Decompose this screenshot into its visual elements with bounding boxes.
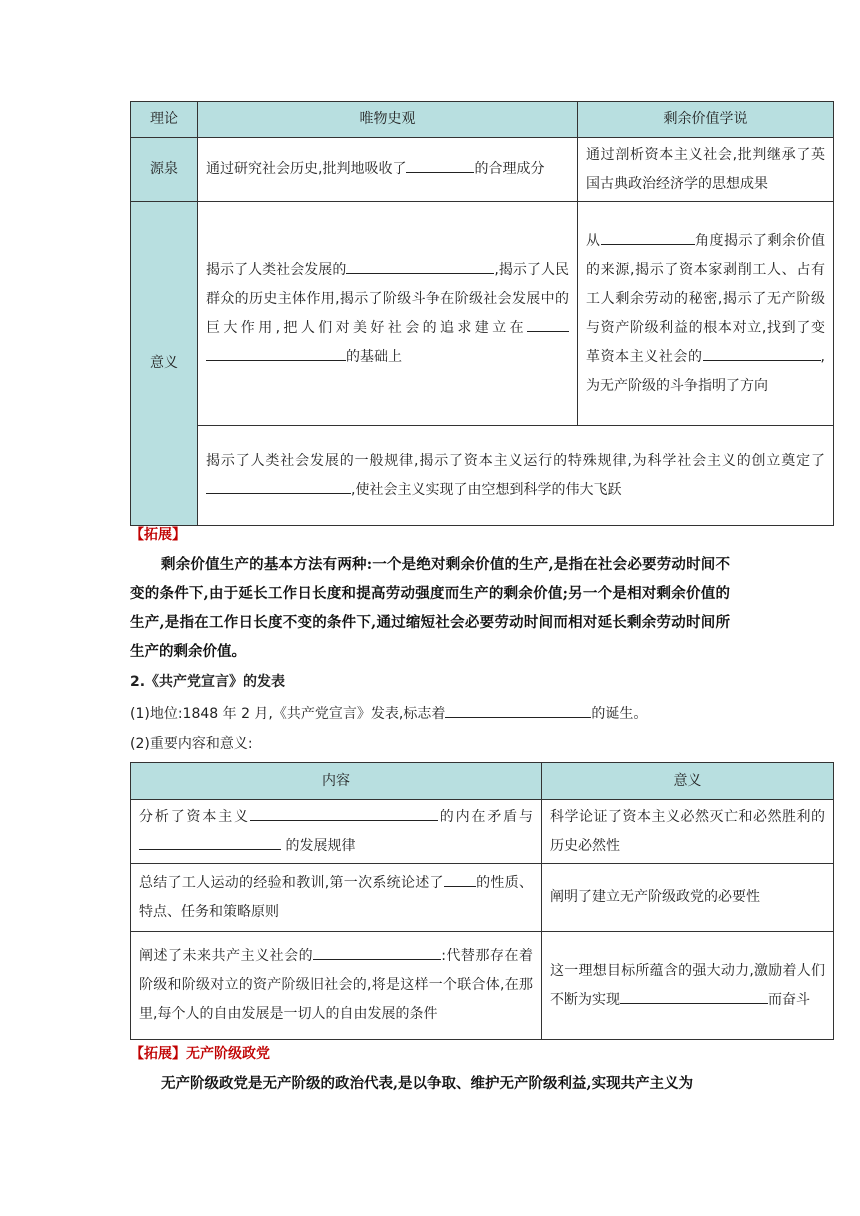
row3-right-1: 这一理想目标所蕴含的强大动力,激励着人们不断为实现 — [550, 962, 825, 1008]
blank-line — [206, 476, 351, 494]
meaning-left-text-2: ,揭示了人民群众的历史主体作用,揭示了阶级斗争在阶级社会发展中的巨大作用,把人们对美好社会的追求建立在 — [206, 261, 570, 336]
meaning-left-text-3: 的基础上 — [346, 348, 402, 365]
meaning-right-text-3: ,为无产阶级的斗争指明了方向 — [586, 348, 825, 394]
item1-post: 的诞生。 — [591, 706, 648, 722]
header-historical-materialism: 唯物史观 — [198, 102, 578, 138]
row1-right-cell: 科学论证了资本主义必然灭亡和必然胜利的历史必然性 — [542, 800, 834, 864]
blank-line — [444, 869, 476, 887]
meaning-right-text-2: 角度揭示了剩余价值的来源,揭示了资本家剥削工人、占有工人剩余劳动的秘密,揭示了无产阶级与资产阶级利益的根本对立,找到了变革资本主义社会的 — [586, 232, 825, 365]
source-left-cell — [198, 138, 578, 202]
blank-line — [346, 256, 494, 274]
meaning-left-text-1: 揭示了人类社会发展的 — [206, 261, 347, 278]
extension2-label: 【拓展】无产阶级政党 — [130, 1046, 270, 1062]
manifesto-table — [130, 762, 834, 1040]
row3-right-cell — [542, 932, 834, 1040]
meaning-left-cell — [198, 202, 578, 426]
meaning-right-cell — [578, 202, 834, 426]
row2-left-cell — [131, 864, 542, 932]
blank-line — [139, 832, 281, 850]
blank-line — [620, 986, 768, 1004]
row3-right-2: 而奋斗 — [768, 991, 810, 1008]
row1-left-cell — [131, 800, 542, 864]
blank-line — [601, 227, 695, 245]
meaning-common-text-1: 揭示了人类社会发展的一般规律,揭示了资本主义运行的特殊规律,为科学社会主义的创立奠定了 — [206, 452, 825, 469]
blank-line — [313, 942, 441, 960]
section-heading: 2.《共产党宣言》的发表 — [130, 674, 286, 690]
meaning-common-text-2: ,使社会主义实现了由空想到科学的伟大飞跃 — [351, 481, 622, 498]
row2-left-1: 总结了工人运动的经验和教训,第一次系统论述了 — [139, 874, 444, 891]
row2-right-cell: 阐明了建立无产阶级政党的必要性 — [542, 864, 834, 932]
item1-pre: (1)地位:1848 年 2 月,《共产党宣言》发表,标志着 — [130, 706, 446, 722]
source-left-pre: 通过研究社会历史,批判地吸收了 — [206, 161, 407, 177]
extension-label: 【拓展】 — [130, 527, 186, 543]
meaning-right-text-1: 从 — [586, 232, 601, 249]
blank-line — [406, 155, 474, 173]
blank-line — [445, 702, 591, 718]
status-item-line — [130, 702, 647, 725]
row3-left-cell — [131, 932, 542, 1040]
row1-left-3: 的发展规律 — [285, 837, 356, 854]
content-item-line: (2)重要内容和意义: — [130, 736, 253, 752]
blank-line — [250, 803, 438, 821]
header-surplus-value: 剩余价值学说 — [578, 102, 834, 138]
extension2-text: 无产阶级政党是无产阶级的政治代表,是以争取、维护无产阶级利益,实现共产主义为 — [161, 1075, 694, 1092]
label-source: 源泉 — [131, 138, 198, 202]
row2-left-2: 的性质、特点、任务和策略原则 — [139, 874, 534, 920]
row3-left-2: :代替那存在着阶级和阶级对立的资产阶级旧社会的,将是这样一个联合体,在那里,每个人的自由发展是一切人的自由发展的条件 — [139, 948, 533, 1022]
blank-line — [206, 343, 346, 361]
extension-text: 剩余价值生产的基本方法有两种:一个是绝对剩余价值的生产,是指在社会必要劳动时间不变的条件下,由于延长工作日长度和提高劳动强度而生产的剩余价值;另一个是相对剩余价值的生产,是指在工作日长度不变的条件下,通过缩短社会必要劳动时间而相对延长剩余劳动时间所生产的剩余价值。 — [130, 556, 730, 660]
label-meaning: 意义 — [131, 202, 198, 526]
row3-left-1: 阐述了未来共产主义社会的 — [139, 948, 314, 964]
blank-line — [703, 343, 821, 361]
source-left-post: 的合理成分 — [474, 161, 545, 177]
header-content: 内容 — [131, 763, 542, 800]
row1-left-2: 的内在矛盾与 — [437, 808, 534, 825]
theory-table — [130, 101, 834, 526]
blank-line — [527, 314, 569, 332]
source-right-cell: 通过剖析资本主义社会,批判继承了英国古典政治经济学的思想成果 — [578, 138, 834, 202]
meaning-common-cell — [198, 426, 834, 526]
header-meaning: 意义 — [542, 763, 834, 800]
header-theory: 理论 — [131, 102, 198, 138]
row1-left-1: 分析了资本主义 — [139, 808, 250, 825]
